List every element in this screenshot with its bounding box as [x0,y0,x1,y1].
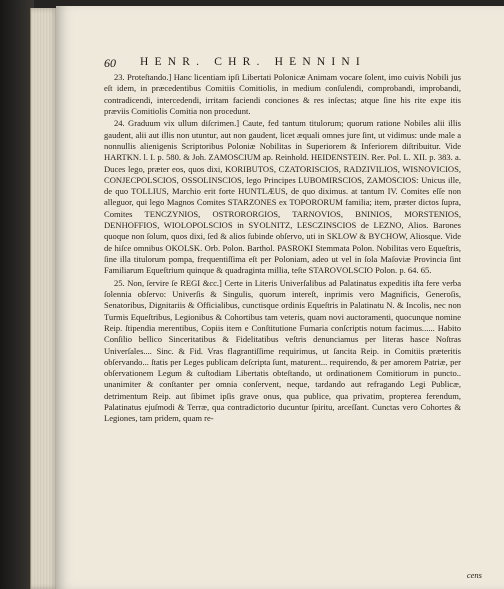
body-text [104,72,461,425]
paragraph-23: 23. Proteſtando.] Hanc licentiam ipſi Libertati Polonicæ Animam vocare ſolent, imo cuivis Nobili jus eſt idem, in præcedentibus Comitiis Comitiolis, in medium conſulendi, comprobandi, improbandi, contradicendi, intercedendi, irritam faciendi conciones & res inſectas; atque ſine his rite expe itis præviis Comitiolis Comitia non procedunt. [104,72,461,116]
book-spine-shadow [0,0,34,589]
paragraph-24: 24. Graduum vix ullum diſcrimen.] Caute, fed tantum titulorum; quorum ratione Nobiles alii illis gaudent, alii aut illis non utuntur, aut non gaudent, licet æquali omnes jure ſint, ut vidimus: unde male a nonnullis alienigenis Scriptoribus Poloniæ Nobilitas in Superiorem & Inferiorem diſtribuitur. Vide HARTKN. l. I. p. 580. & Joh. ZAMOSCIUM ap. Reinhold. HEIDENSTEIN. Rer. Pol. L. XII. p. 383. a. Duces lego, præter eos, quos dixi, KORIBUTOS, CZATORISCIOS, RADZIVILIOS, WISNOVICIOS, CONJECPOLSCIOS, OSSOLINSCIOS, lego Principes LUBOMIRSCIOS, ZAMOSCIOS: Unicus ille, de quo TOLLIUS, Marchio erit forte HUNTLÆUS, de quo diximus. at tantum IV. Comites eſſe non alleguor, qui lego Magnos Comites STARZONES ex TOPORORUM familia; item, præter dictos ſupra, Comites TENCZYNIOS, OSTRORORGIOS, TARNOVIOS, BNINIOS, MORSTENIOS, DENHOFFIOS, WIOLOPOLSCIOS in SYOLNITZ, LESCZINSCIOS de LEZNO, Alios. Barones quoque non ſolum, quos dixi, ſed & alios ſubinde obſervo, uti in SKLOW & BYCHOW, Aliosque. Vide de hiſce omnibus OKOLSK. Orb. Polon. Barthol. PASROKI Stemmata Polon. Nobilitas vero Equeſtris, ſine illa titulorum pompa, frequentiſſima eſt per Poloniam, adeo ut vel in ſola Maſoviæ Provincia ſint Familiarum Equeſtrium quinque & quadraginta millia, teſte STAROVOLSCIO Polon. p. 64. 65. [104,118,461,276]
paragraph-25: 25. Non, ſervire ſe REGI &cc.] Certe in Literis Univerſalibus ad Palatinatus expeditis iſta fere verba ſolennia obſervo: Univerſis & Singulis, quorum intereſt, inprimis vero Magnificis, Generoſis, Senatoribus, Dignitariis & Officialibus, cunctisque ordinis Equeſtris in Palatinatu N. & Incolis, nec non Turmis Equeſtribus, Legionibus & Cohortibus tam veteris, quam novi auctoramenti, quocunque nomine Reip. ſtipendia merentibus, Copiis item e Conſtitutione Fumaria conſcriptis notum facimus...... Habito Conſilio bellico Sinceritatibus & Fidelitatibus veſtris denunciamus per literas hasce Noſtras Univerſales.... Sinc. & Fid. Vras flagrantiſſime requirimus, ut ſancita Reip. in Comitiis præteritis obſervando... ſtatis per Leges publicam deſcripta ſunt, maturent... requirendo, & per amorem Patriæ, per obſervationem Legum & cuſtodiam Libertatis obteſtando, ut ordinationem Comitiorum in puncto.. unanimiter & conſtanter per omnia conſervent, neque, tardando aut refragando Legi Publicæ, detrimentum Reip. aut ſibimet ipſis grave onus, qua publice, qua privatim, propterea ferendum, Palatinatus ejuſmodi & Terræ, qua contradictorio ducuntur ſpiritu, arceſſant. Cunctas vero Cohortes & Legiones, tam pridem, quam re- [104,277,461,424]
page-number: 60 [104,56,116,70]
running-head [104,56,462,70]
catchword: cens [466,570,482,580]
running-title: HENR. CHR. HENNINI [140,56,366,68]
page-edges-stack [30,8,59,589]
